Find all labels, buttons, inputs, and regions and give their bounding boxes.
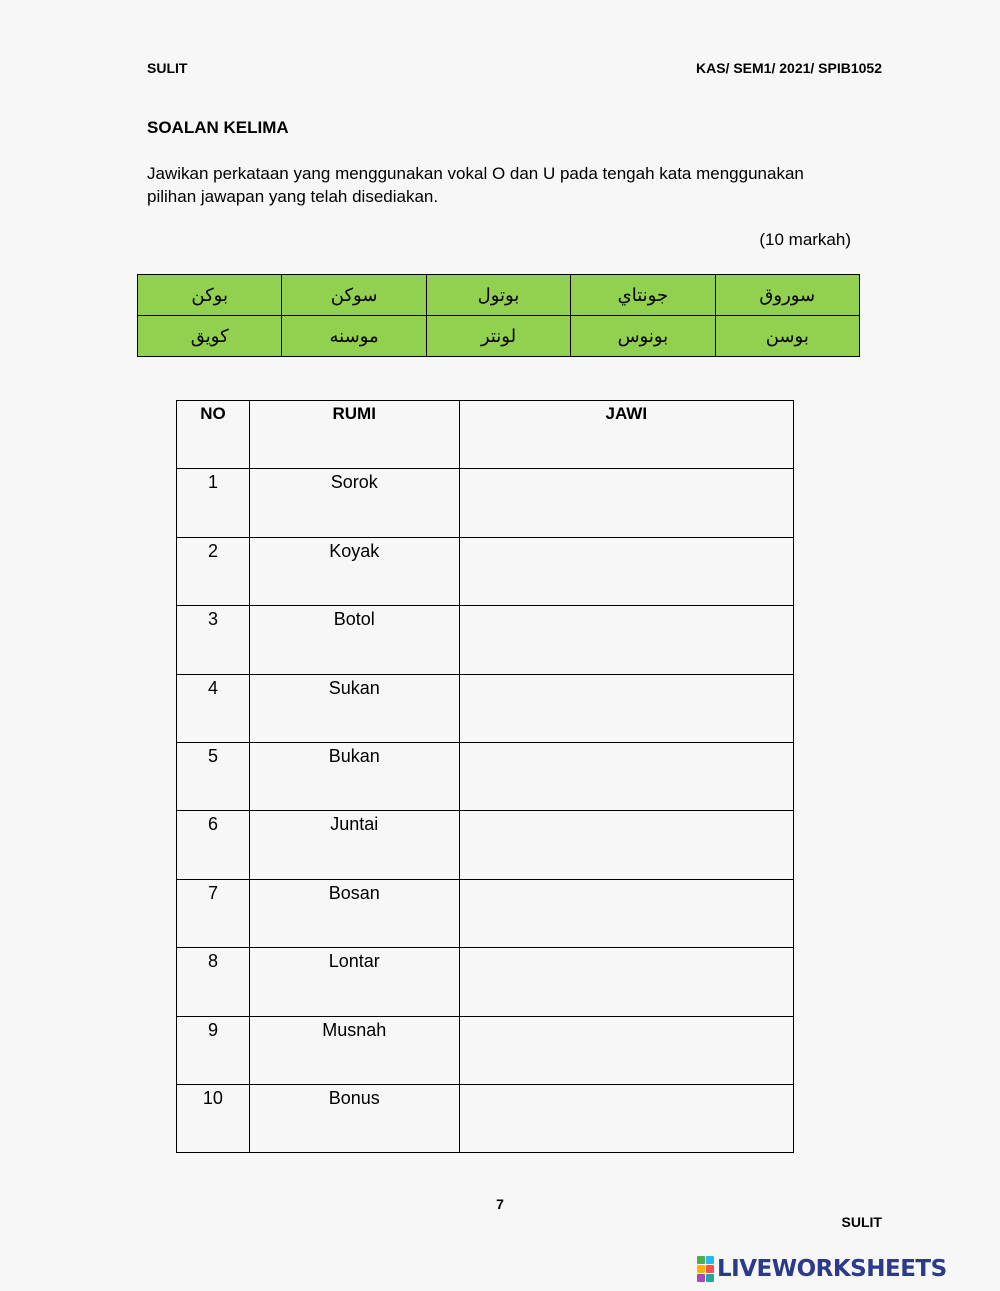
rumi-word: Bukan	[249, 742, 459, 810]
answer-table-header-row	[177, 401, 794, 469]
column-header-rumi: RUMI	[249, 401, 459, 469]
row-number: 8	[177, 948, 250, 1016]
word-bank-table	[137, 274, 860, 357]
row-number: 3	[177, 606, 250, 674]
page-number: 7	[496, 1196, 504, 1212]
table-row	[177, 606, 794, 674]
row-number: 2	[177, 537, 250, 605]
word-bank-cell: جونتاي	[571, 275, 715, 316]
row-number: 4	[177, 674, 250, 742]
question-marks: (10 markah)	[759, 230, 851, 249]
rumi-word: Koyak	[249, 537, 459, 605]
rumi-word: Bonus	[249, 1084, 459, 1152]
rumi-word: Botol	[249, 606, 459, 674]
word-bank-cell: كويق	[138, 316, 282, 357]
jawi-answer-field[interactable]	[459, 742, 793, 810]
jawi-answer-field[interactable]	[459, 1084, 793, 1152]
answer-table	[176, 400, 794, 1153]
word-bank-cell: بوكن	[138, 275, 282, 316]
rumi-word: Sukan	[249, 674, 459, 742]
liveworksheets-logo[interactable]	[697, 1256, 947, 1282]
row-number: 7	[177, 879, 250, 947]
jawi-answer-field[interactable]	[459, 811, 793, 879]
row-number: 6	[177, 811, 250, 879]
word-bank-cell: بوسن	[715, 316, 859, 357]
word-bank-cell: بوتول	[426, 275, 570, 316]
table-row	[177, 469, 794, 537]
jawi-answer-field[interactable]	[459, 674, 793, 742]
table-row	[177, 1084, 794, 1152]
rumi-word: Lontar	[249, 948, 459, 1016]
liveworksheets-logo-icon	[697, 1256, 714, 1282]
row-number: 10	[177, 1084, 250, 1152]
table-row	[177, 742, 794, 810]
footer-classification: SULIT	[841, 1214, 882, 1230]
rumi-word: Musnah	[249, 1016, 459, 1084]
liveworksheets-logo-text: LIVEWORKSHEETS	[717, 1256, 947, 1282]
rumi-word: Juntai	[249, 811, 459, 879]
jawi-answer-field[interactable]	[459, 1016, 793, 1084]
rumi-word: Sorok	[249, 469, 459, 537]
word-bank-cell: لونتر	[426, 316, 570, 357]
jawi-answer-field[interactable]	[459, 469, 793, 537]
jawi-answer-field[interactable]	[459, 537, 793, 605]
word-bank-row	[138, 275, 860, 316]
word-bank-cell: سوكن	[282, 275, 426, 316]
word-bank-cell: سوروق	[715, 275, 859, 316]
header-classification: SULIT	[147, 60, 188, 76]
word-bank-cell: بونوس	[571, 316, 715, 357]
row-number: 9	[177, 1016, 250, 1084]
jawi-answer-field[interactable]	[459, 948, 793, 1016]
header-course-code: KAS/ SEM1/ 2021/ SPIB1052	[696, 60, 882, 76]
table-row	[177, 1016, 794, 1084]
table-row	[177, 948, 794, 1016]
word-bank-cell: موسنه	[282, 316, 426, 357]
row-number: 1	[177, 469, 250, 537]
question-title: SOALAN KELIMA	[147, 118, 289, 137]
table-row	[177, 811, 794, 879]
jawi-answer-field[interactable]	[459, 606, 793, 674]
row-number: 5	[177, 742, 250, 810]
question-instruction: Jawikan perkataan yang menggunakan vokal O dan U pada tengah kata menggunakan pilihan jawapan yang telah disediakan.	[147, 164, 804, 206]
jawi-answer-field[interactable]	[459, 879, 793, 947]
column-header-no: NO	[177, 401, 250, 469]
rumi-word: Bosan	[249, 879, 459, 947]
table-row	[177, 537, 794, 605]
table-row	[177, 674, 794, 742]
table-row	[177, 879, 794, 947]
column-header-jawi: JAWI	[459, 401, 793, 469]
word-bank-row	[138, 316, 860, 357]
